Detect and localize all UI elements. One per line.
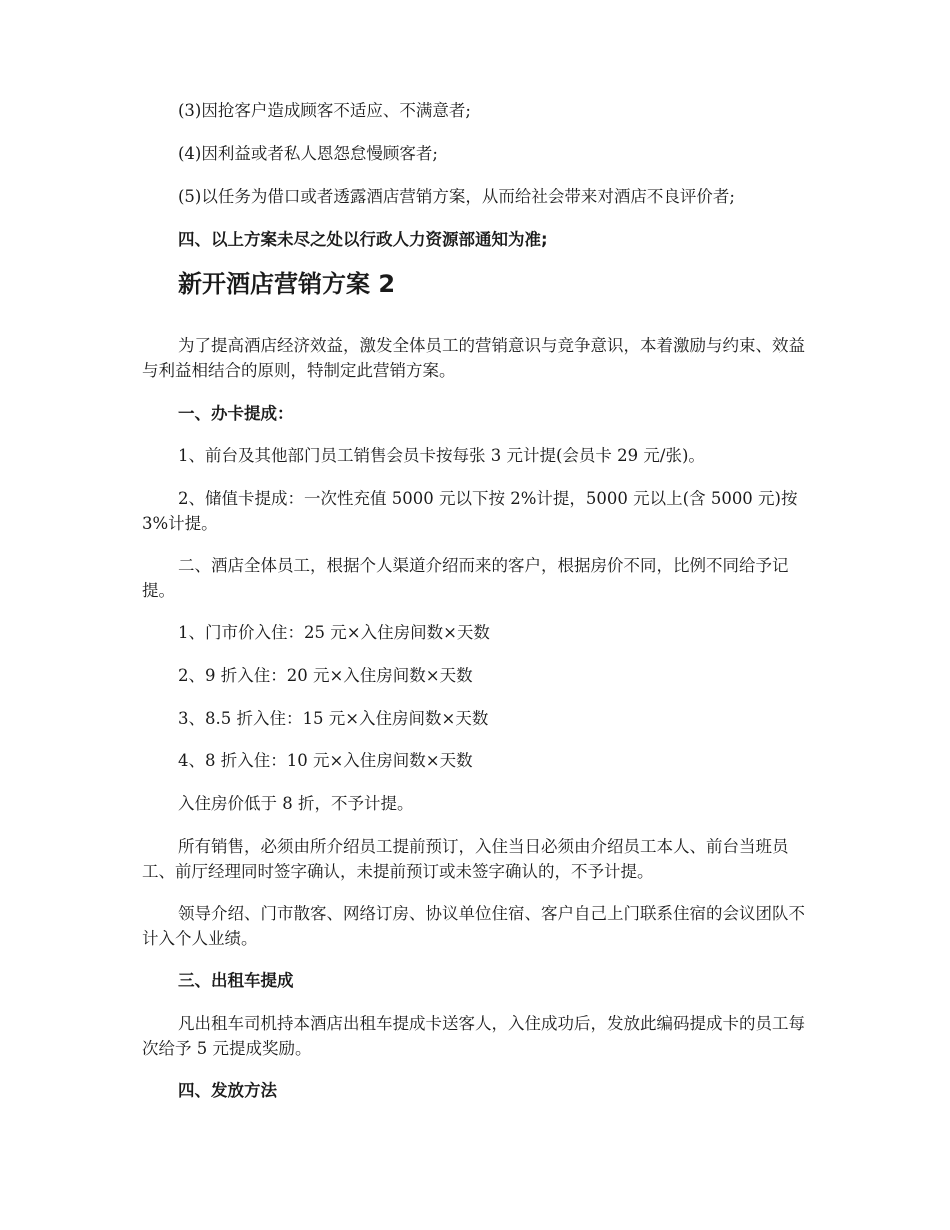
list-item: 1、前台及其他部门员工销售会员卡按每张 3 元计提(会员卡 29 元/张)。 (178, 446, 705, 465)
section-heading: 三、出租车提成 (178, 971, 294, 990)
section-heading: 一、办卡提成： (178, 404, 294, 423)
list-item: (5)以任务为借口或者透露酒店营销方案，从而给社会带来对酒店不良评价者; (178, 187, 735, 206)
list-item: 1、门市价入住：25 元×入住房间数×天数 (178, 623, 490, 642)
list-item: 3、8.5 折入住：15 元×入住房间数×天数 (178, 709, 489, 728)
list-item: 2、9 折入住：20 元×入住房间数×天数 (178, 666, 473, 685)
section-note: 四、以上方案未尽之处以行政人力资源部通知为准; (178, 230, 548, 249)
list-item: (4)因利益或者私人恩怨怠慢顾客者; (178, 144, 438, 163)
paragraph: 领导介绍、门市散客、网络订房、协议单位住宿、客户自己上门联系住宿的会议团队不计入个人业绩。 (142, 904, 805, 948)
intro-paragraph: 为了提高酒店经济效益，激发全体员工的营销意识与竞争意识，本着激励与约束、效益与利益相结合的原则，特制定此营销方案。 (142, 336, 805, 380)
list-item: (3)因抢客户造成顾客不适应、不满意者; (178, 101, 471, 120)
section-paragraph: 二、酒店全体员工，根据个人渠道介绍而来的客户，根据房价不同，比例不同给予记提。 (142, 556, 789, 600)
paragraph: 凡出租车司机持本酒店出租车提成卡送客人，入住成功后，发放此编码提成卡的员工每次给予 5 元提成奖励。 (142, 1014, 805, 1058)
page-title: 新开酒店营销方案 2 (178, 270, 396, 298)
paragraph: 入住房价低于 8 折，不予计提。 (178, 794, 414, 813)
paragraph: 所有销售，必须由所介绍员工提前预订，入住当日必须由介绍员工本人、前台当班员工、前厅经理同时签字确认，未提前预订或未签字确认的，不予计提。 (142, 837, 789, 881)
list-item: 2、储值卡提成：一次性充值 5000 元以下按 2%计提，5000 元以上(含 5000 元)按 3%计提。 (142, 489, 798, 533)
section-heading: 四、发放方法 (178, 1081, 277, 1100)
list-item: 4、8 折入住：10 元×入住房间数×天数 (178, 751, 473, 770)
